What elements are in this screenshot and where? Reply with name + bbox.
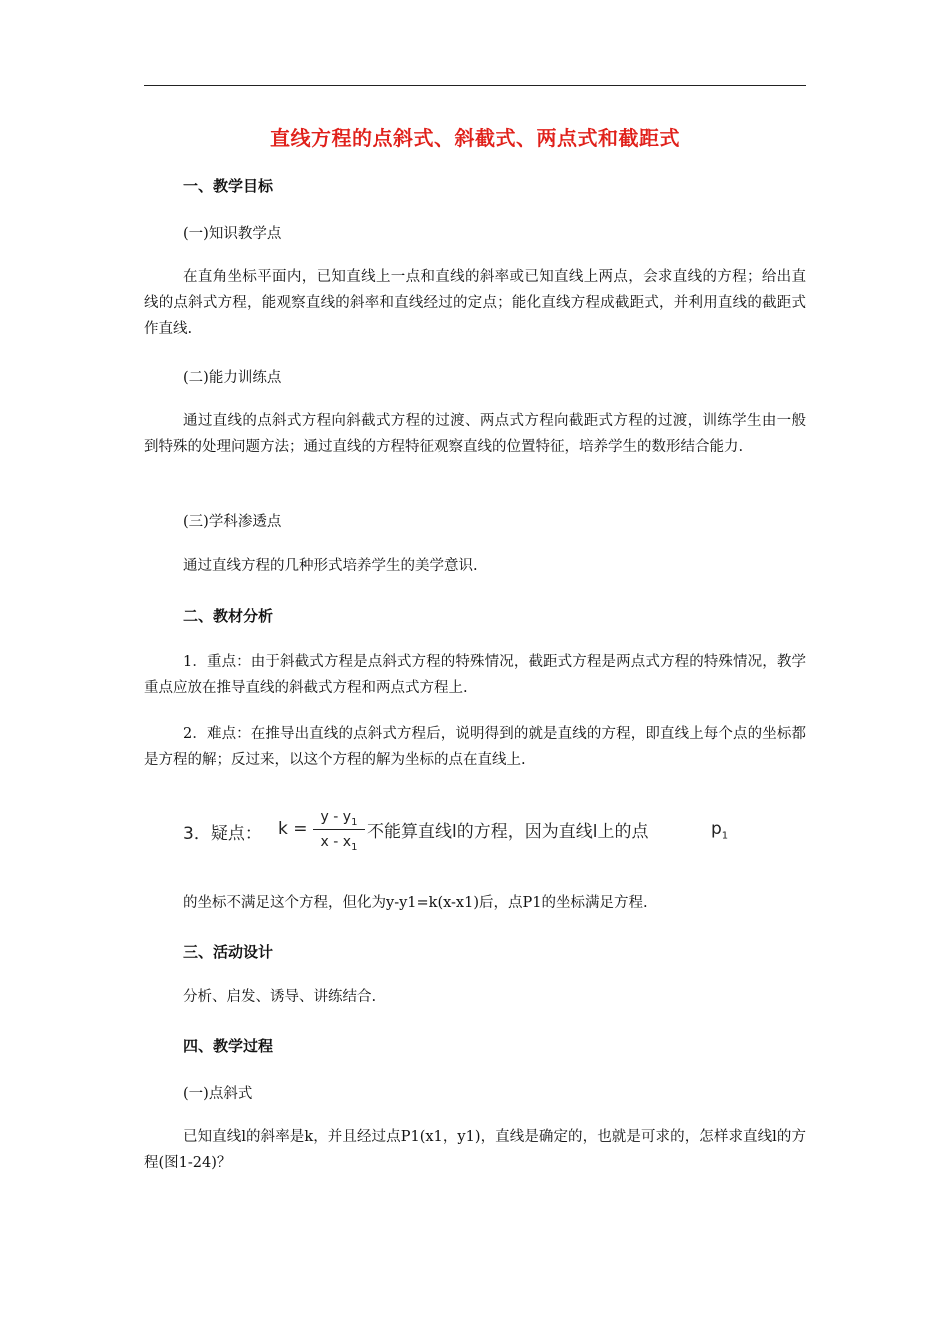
paragraph-point-slope: 已知直线l的斜率是k，并且经过点P1(x1，y1)，直线是确定的，也就是可求的，怎样求直线l的方程(图1-24)？ — [144, 1129, 806, 1171]
formula-suffix: 不能算直线l的方程，因为直线l上的点 — [367, 822, 649, 842]
formula-fraction — [313, 806, 365, 853]
subheading-knowledge: (一)知识教学点 — [183, 226, 282, 242]
paragraph-activity: 分析、启发、诱导、讲练结合. — [183, 989, 377, 1005]
section-heading-process: 四、教学过程 — [183, 1037, 274, 1055]
section-heading-activity: 三、活动设计 — [183, 943, 274, 961]
paragraph-knowledge: 在直角坐标平面内，已知直线上一点和直线的斜率或已知直线上两点，会求直线的方程；给出直线的点斜式方程，能观察直线的斜率和直线经过的定点；能化直线方程成截距式，并利用直线的截距式作直线. — [144, 269, 806, 337]
paragraph-difficulty: 2．难点：在推导出直线的点斜式方程后，说明得到的就是直线的方程，即直线上每个点的坐标都是方程的解；反过来，以这个方程的解为坐标的点在直线上. — [144, 726, 806, 768]
paragraph-discipline: 通过直线方程的几种形式培养学生的美学意识. — [183, 558, 478, 574]
section-heading-goals: 一、教学目标 — [183, 177, 274, 195]
subheading-discipline: (三)学科渗透点 — [183, 514, 282, 530]
section-heading-analysis: 二、教材分析 — [183, 607, 274, 625]
formula-point: $p_1$ — [711, 819, 729, 842]
header-rule — [144, 85, 806, 86]
formula-k-eq: k = — [278, 819, 308, 839]
document-title: 直线方程的点斜式、斜截式、两点式和截距式 — [270, 126, 680, 150]
fraction-bar — [313, 829, 365, 830]
paragraph-ability: 通过直线的点斜式方程向斜截式方程的过渡、两点式方程向截距式方程的过渡，训练学生由一般到特殊的处理问题方法；通过直线的方程特征观察直线的位置特征，培养学生的数形结合能力. — [144, 413, 806, 455]
fraction-denominator: x - $x_1$ — [320, 834, 358, 853]
fraction-numerator: y - $y_1$ — [320, 809, 358, 828]
paragraph-doubt-cont: 的坐标不满足这个方程，但化为y-y1=k(x-x1)后，点P1的坐标满足方程. — [183, 895, 648, 911]
paragraph-key-point: 1．重点：由于斜截式方程是点斜式方程的特殊情况，截距式方程是两点式方程的特殊情况，教学重点应放在推导直线的斜截式方程和两点式方程上. — [144, 654, 806, 696]
subheading-point-slope: (一)点斜式 — [183, 1086, 253, 1102]
formula-doubt — [183, 806, 803, 862]
formula-prefix: 3．疑点： — [183, 824, 262, 844]
subheading-ability: (二)能力训练点 — [183, 370, 282, 386]
